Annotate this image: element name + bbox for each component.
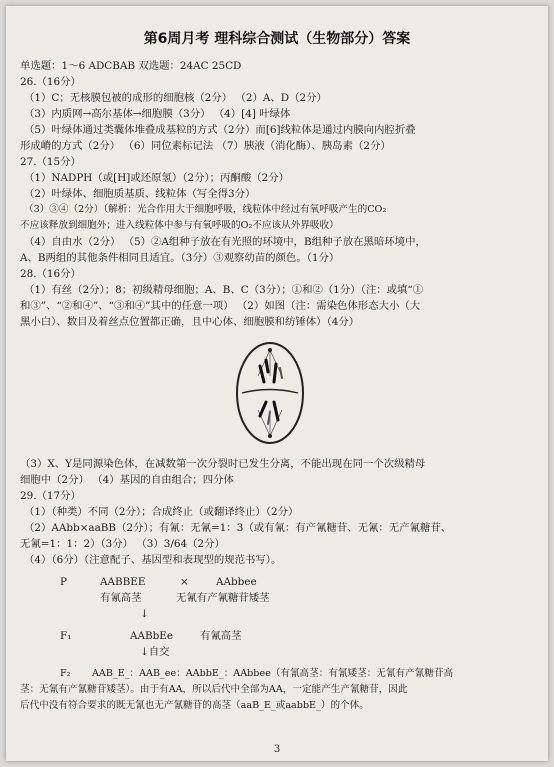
cross-p-genotype-2: AAbbee (216, 576, 257, 588)
text-line: 黑小白）、数目及着丝点位置都正确，且中心体、细胞膜和纺锤体）（4分） (20, 316, 360, 328)
cross-p-genotype-1: AABBEE (100, 576, 146, 588)
cross-arrow: ↓ (140, 608, 149, 620)
text-line: 无氰=1：1：2）（3分） （3）3/64（2分） (20, 538, 225, 550)
cross-p-phenotype-1: 有氰高茎 (100, 592, 142, 604)
cross-f2-row (20, 666, 534, 682)
text-line: （5）叶绿体通过类囊体堆叠成基粒的方式（2分）而[6]线粒体是通过内膜向内腔折叠 (24, 124, 416, 136)
cross-f1-genotype: AABbEe (130, 630, 174, 642)
text-line: （3）内质网→高尔基体→细胞膜（3分） （4）[4] 叶绿体 (24, 108, 291, 120)
text-line: （3）X、Y是同源染色体，在减数第一次分裂时已发生分离，不能出现在同一个次级精母 (20, 458, 426, 470)
text-line: 茎：无氰有产氰糖苷矮茎）。由于有AA，所以后代中全部为AA，一定能产生产氰糖苷，因此 (20, 684, 408, 695)
answer-content (20, 58, 534, 714)
cross-parent-phenotype-row (20, 590, 534, 606)
dividing-cell-icon (220, 338, 320, 448)
text-line: A、B两组的其他条件相同且适宜。（3分）③观察幼苗的颜色。（1分） (20, 252, 340, 264)
text-line: （2）叶绿体、细胞质基质、线粒体（写全得3分） (24, 188, 256, 200)
cross-f2-label: F₂ (60, 668, 71, 679)
cross-symbol: × (180, 576, 189, 588)
cross-parent-row (20, 574, 534, 590)
text-line: 单选题：1～6 ADCBAB 双选题：24AC 25CD (20, 60, 242, 72)
question-heading: 28.（16分） (20, 268, 81, 280)
cross-p-label: P (60, 576, 67, 588)
text-line: （1）（种类）不同（2分）；合成终止（或翻译终止）（2分） (24, 506, 299, 518)
text-line: 和③”、“②和④”、“③和④”其中的任意一项） （2）如图（注：需染色体形态大小（大 (20, 300, 421, 312)
question-heading: 29.（17分） (20, 490, 81, 502)
text-line: 后代中没有符合要求的既无氰也无产氰糖苷的高茎（aaB_E_或aabbE_）的个体。 (20, 700, 369, 711)
cell-division-diagram (20, 330, 534, 456)
text-line: 形成嵴的方式（2分） （6）同位素标记法 （7）胰液（消化酶）、胰岛素（2分） (20, 140, 391, 152)
text-line: （1）有丝（2分）；8；初级精母细胞；A、B、C（3分）；①和②（1分）（注：或填“① (24, 284, 424, 296)
question-heading: 26.（16分） (20, 76, 81, 88)
question-heading: 27.（15分） (20, 156, 81, 168)
text-line: （3）③④（2分）（解析：光合作用大于细胞呼吸，线粒体中经过有氧呼吸产生的CO₂ (24, 204, 387, 215)
text-line: （1）C；无核膜包被的成形的细胞核（2分） （2）A、D（2分） (24, 92, 327, 104)
cross-f1-phenotype: 有氰高茎 (200, 630, 242, 642)
text-line: 不应该释放到细胞外；进入线粒体中参与有氧呼吸的O₂不应该从外界吸收） (20, 220, 339, 231)
document-page (6, 6, 548, 761)
text-line: （2）AAbb×aaBB（2分）；有氰：无氰=1：3（或有氰：有产氰糖苷、无氰：无产氰糖苷、 (24, 522, 452, 534)
text-line: （4）（6分）（注意配子、基因型和表现型的规范书写）。 (24, 554, 282, 566)
text-line: （1）NADPH（或[H]或还原氢）（2分）；丙酮酸（2分） (24, 172, 290, 184)
cross-f2-text: AAB_E_：AAB_ee：AAbbE_：AAbbee（有氰高茎：有氰矮茎：无氰有产氰糖苷高 (92, 668, 454, 679)
cross-f1-label: F₁ (60, 630, 72, 642)
text-line: （4）自由水（2分） （5）②A组种子放在有光照的环境中，B组种子放在黑暗环境中， (24, 236, 426, 248)
page-number: 3 (273, 744, 281, 755)
cross-f1-row (20, 628, 534, 644)
text-line: 细胞中（2分） （4）基因的自由组合；四分体 (20, 474, 234, 486)
document-title: 第6周月考 理科综合测试（生物部分）答案 (143, 31, 411, 47)
cross-selfing: ↓自交 (140, 646, 170, 658)
cross-p-phenotype-2: 无氰有产氰糖苷矮茎 (176, 592, 270, 604)
